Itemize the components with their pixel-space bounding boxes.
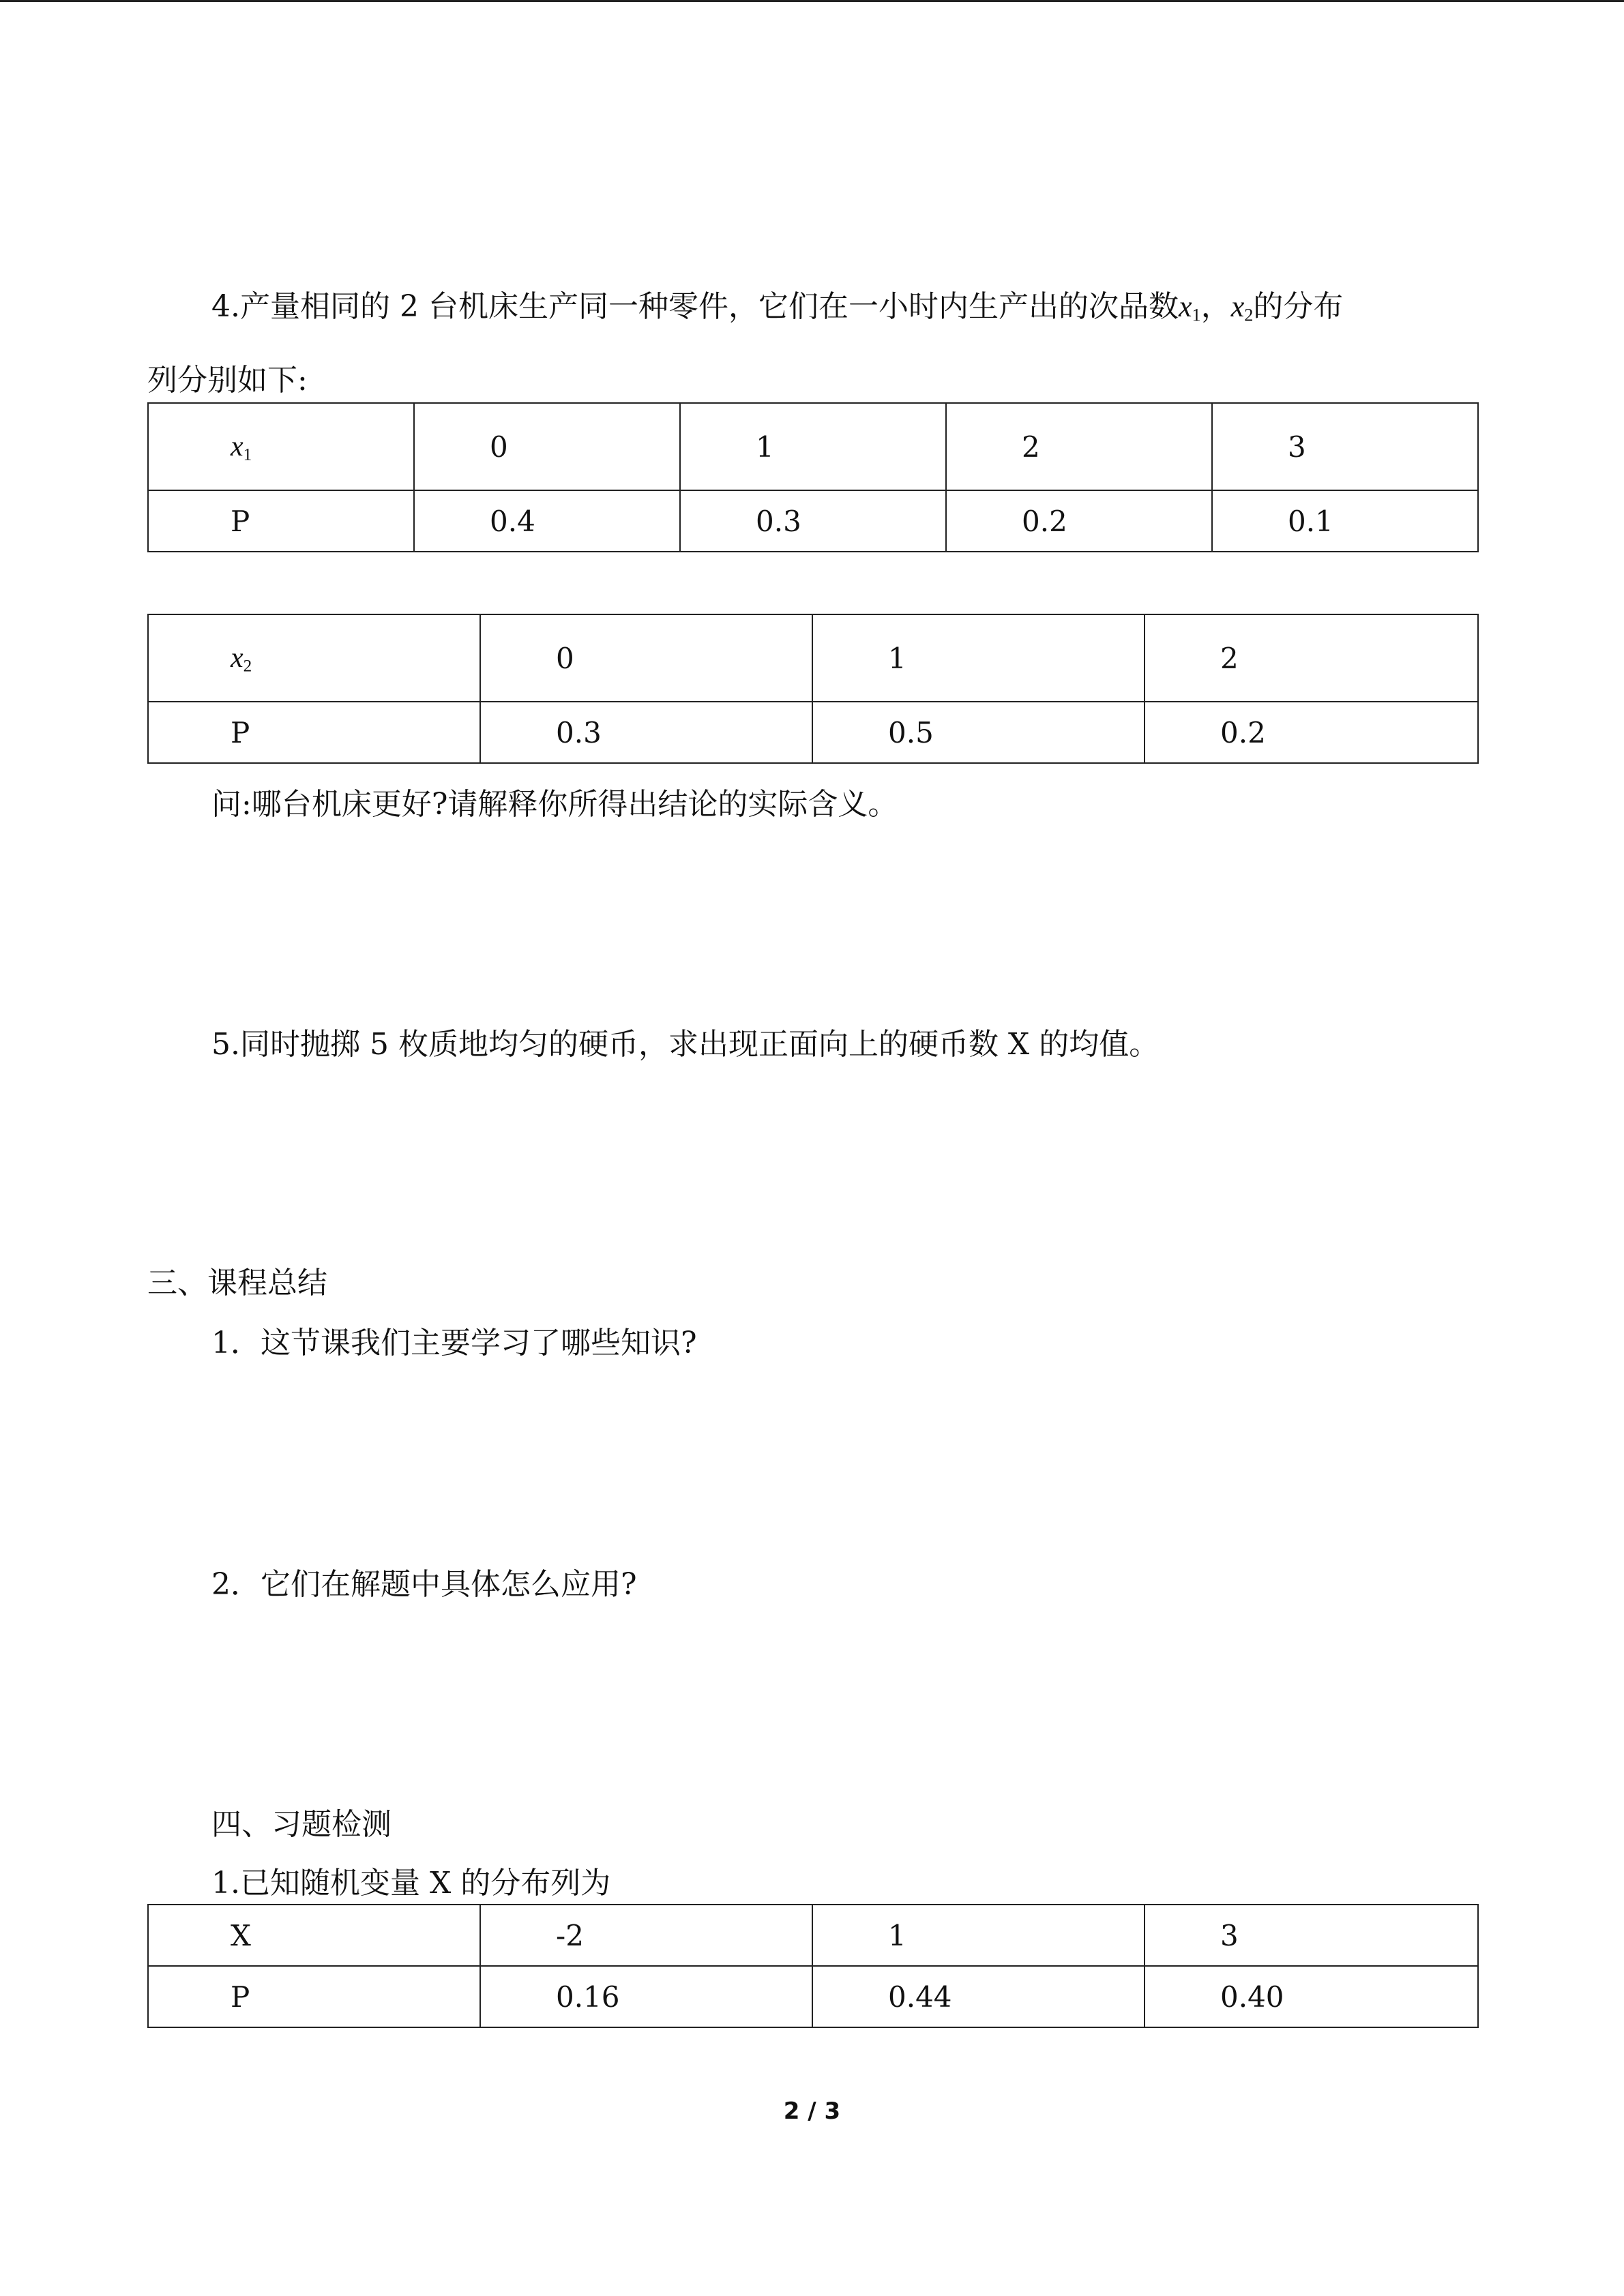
page-number: 2 / 3 <box>783 2098 841 2125</box>
table-cell: 2 <box>1145 614 1478 702</box>
summary-item-2: 2．它们在解题中具体怎么应用? <box>211 1567 637 1602</box>
table-cell: 0 <box>414 403 680 490</box>
page-top-border <box>0 0 1624 2</box>
table-cell: 0.2 <box>946 490 1212 552</box>
table-x-value-row <box>148 1905 1478 1966</box>
table-cell: P <box>148 490 414 552</box>
table-cell: 0.44 <box>812 1966 1145 2027</box>
table-x2-value-row <box>148 614 1478 702</box>
table-x1-head: $x_1$ <box>148 403 414 490</box>
q4-line1 <box>211 286 1343 336</box>
table-cell: -2 <box>480 1905 812 1966</box>
q4-question: 问:哪台机床更好?请解释你所得出结论的实际含义。 <box>211 787 898 822</box>
table-x2-head: $x_2$ <box>148 614 480 702</box>
table-cell: 3 <box>1145 1905 1478 1966</box>
q4-text-b: 的分布 <box>1253 289 1344 324</box>
table-cell: 1 <box>812 614 1145 702</box>
var-x1: $x_1$ <box>1178 290 1201 325</box>
table-x1 <box>147 402 1479 552</box>
table-cell: 0 <box>480 614 812 702</box>
table-x2 <box>147 614 1479 764</box>
table-cell: 0.16 <box>480 1966 812 2027</box>
table-cell: 0.4 <box>414 490 680 552</box>
table-cell: P <box>148 702 480 763</box>
table-cell: 1 <box>812 1905 1145 1966</box>
table-cell: 0.40 <box>1145 1966 1478 2027</box>
q4-line2: 列分别如下: <box>147 363 308 398</box>
var-x2: $x_2$ <box>1230 290 1254 325</box>
table-cell: 0.2 <box>1145 702 1478 763</box>
table-cell: P <box>148 1966 480 2027</box>
q5-text: 5.同时抛掷 5 枚质地均匀的硬币，求出现正面向上的硬币数 X 的均值。 <box>211 1027 1160 1062</box>
summary-item-1: 1．这节课我们主要学习了哪些知识? <box>211 1326 697 1360</box>
exercise-item-1: 1.已知随机变量 X 的分布列为 <box>211 1866 611 1900</box>
table-cell: 0.3 <box>680 490 946 552</box>
summary-heading: 三、课程总结 <box>147 1266 327 1300</box>
table-cell: 3 <box>1212 403 1478 490</box>
table-cell: 2 <box>946 403 1212 490</box>
q4-comma: ， <box>1200 289 1231 324</box>
table-x <box>147 1904 1479 2028</box>
table-cell: 0.5 <box>812 702 1145 763</box>
exercise-heading: 四、习题检测 <box>211 1807 392 1842</box>
table-x2-prob-row <box>148 702 1478 763</box>
table-cell: 0.3 <box>480 702 812 763</box>
table-cell: X <box>148 1905 480 1966</box>
table-cell: 1 <box>680 403 946 490</box>
q4-text-a: 4.产量相同的 2 台机床生产同一种零件，它们在一小时内生产出的次品数 <box>211 289 1179 324</box>
table-x1-value-row <box>148 403 1478 490</box>
table-cell: 0.1 <box>1212 490 1478 552</box>
table-x-prob-row <box>148 1966 1478 2027</box>
table-x1-prob-row <box>148 490 1478 552</box>
